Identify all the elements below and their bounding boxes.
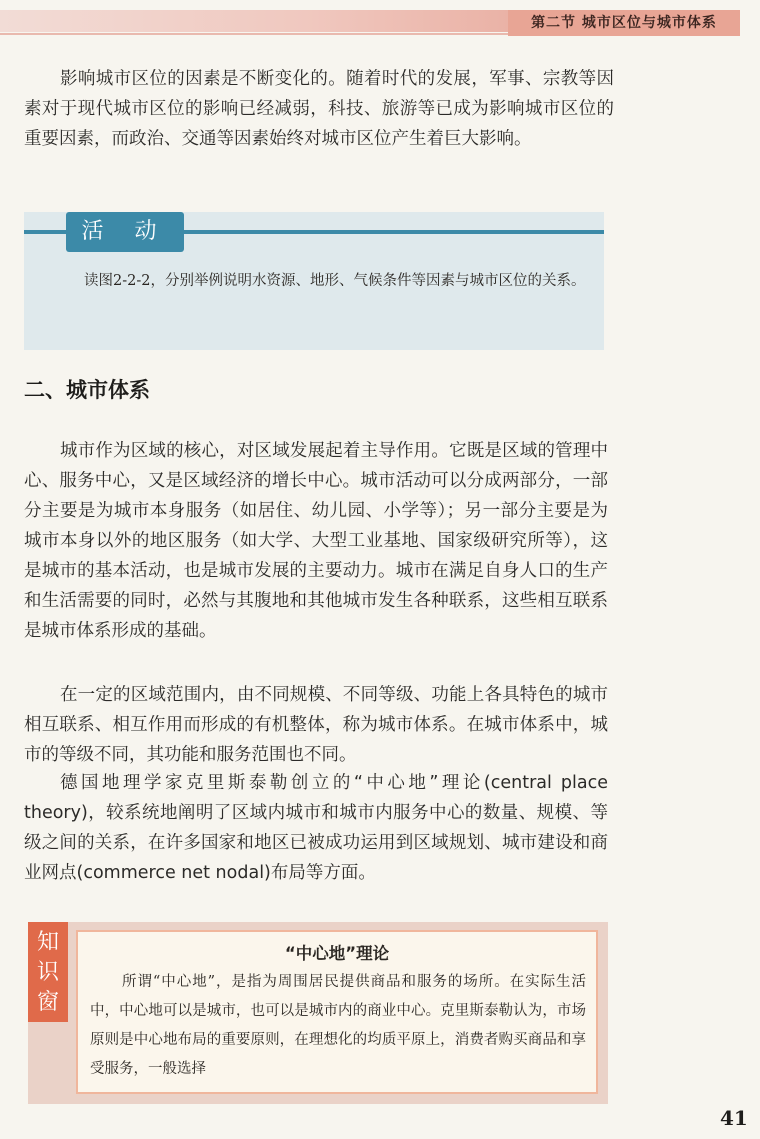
activity-box [24,212,604,350]
knowledge-window-content [76,930,598,1094]
header-band [0,10,510,32]
paragraph-central-place-theory: 德国地理学家克里斯泰勒创立的“中心地”理论(central place theory)，较系统地阐明了区域内城市和城市内服务中心的数量、规模、等级之间的关系，在许多国家和地区已被成功运用到区域规划、城市建设和商业网点(commerce net nodal)布局等方面。 [24,773,608,883]
running-header [0,10,760,36]
header-rule [0,33,510,35]
page-number: 41 [720,1106,748,1130]
knowledge-window-title: “中心地”理论 [284,944,390,963]
section-heading: 二、城市体系 [24,378,150,402]
paragraph-urban-core: 城市作为区域的核心，对区域发展起着主导作用。它既是区域的管理中心、服务中心，又是区域经济的增长中心。城市活动可以分成两部分，一部分主要是为城市本身服务（如居住、幼儿园、小学等）；另一部分主要是为城市本身以外的地区服务（如大学、大型工业基地、国家级研究所等），这是城市的基本活动，也是城市发展的主要动力。城市在满足自身人口的生产和生活需要的同时，必然与其腹地和其他城市发生各种联系，这些相互联系是城市体系形成的基础。 [24,441,608,641]
knowledge-window-label-text: 知 识 窗 [36,930,59,1015]
activity-text: 读图2-2-2，分别举例说明水资源、地形、气候条件等因素与城市区位的关系。 [84,273,586,289]
knowledge-window [28,922,608,1104]
activity-label: 活 动 [66,212,184,252]
knowledge-window-label [28,922,68,1022]
paragraph-urban-system-definition: 在一定的区域范围内，由不同规模、不同等级、功能上各具特色的城市相互联系、相互作用而形成的有机整体，称为城市体系。在城市体系中，城市的等级不同，其功能和服务范围也不同。 [24,685,608,765]
knowledge-window-text: 所谓“中心地”，是指为周围居民提供商品和服务的场所。在实际生活中，中心地可以是城市，也可以是城市内的商业中心。克里斯泰勒认为，市场原则是中心地布局的重要原则，在理想化的均质平原上，消费者购买商品和享受服务，一般选择 [90,974,586,1077]
header-section-title: 第二节 城市区位与城市体系 [508,10,740,36]
paragraph-factors-change: 影响城市区位的因素是不断变化的。随着时代的发展，军事、宗教等因素对于现代城市区位的影响已经减弱，科技、旅游等已成为影响城市区位的重要因素，而政治、交通等因素始终对城市区位产生着巨大影响。 [24,69,614,149]
